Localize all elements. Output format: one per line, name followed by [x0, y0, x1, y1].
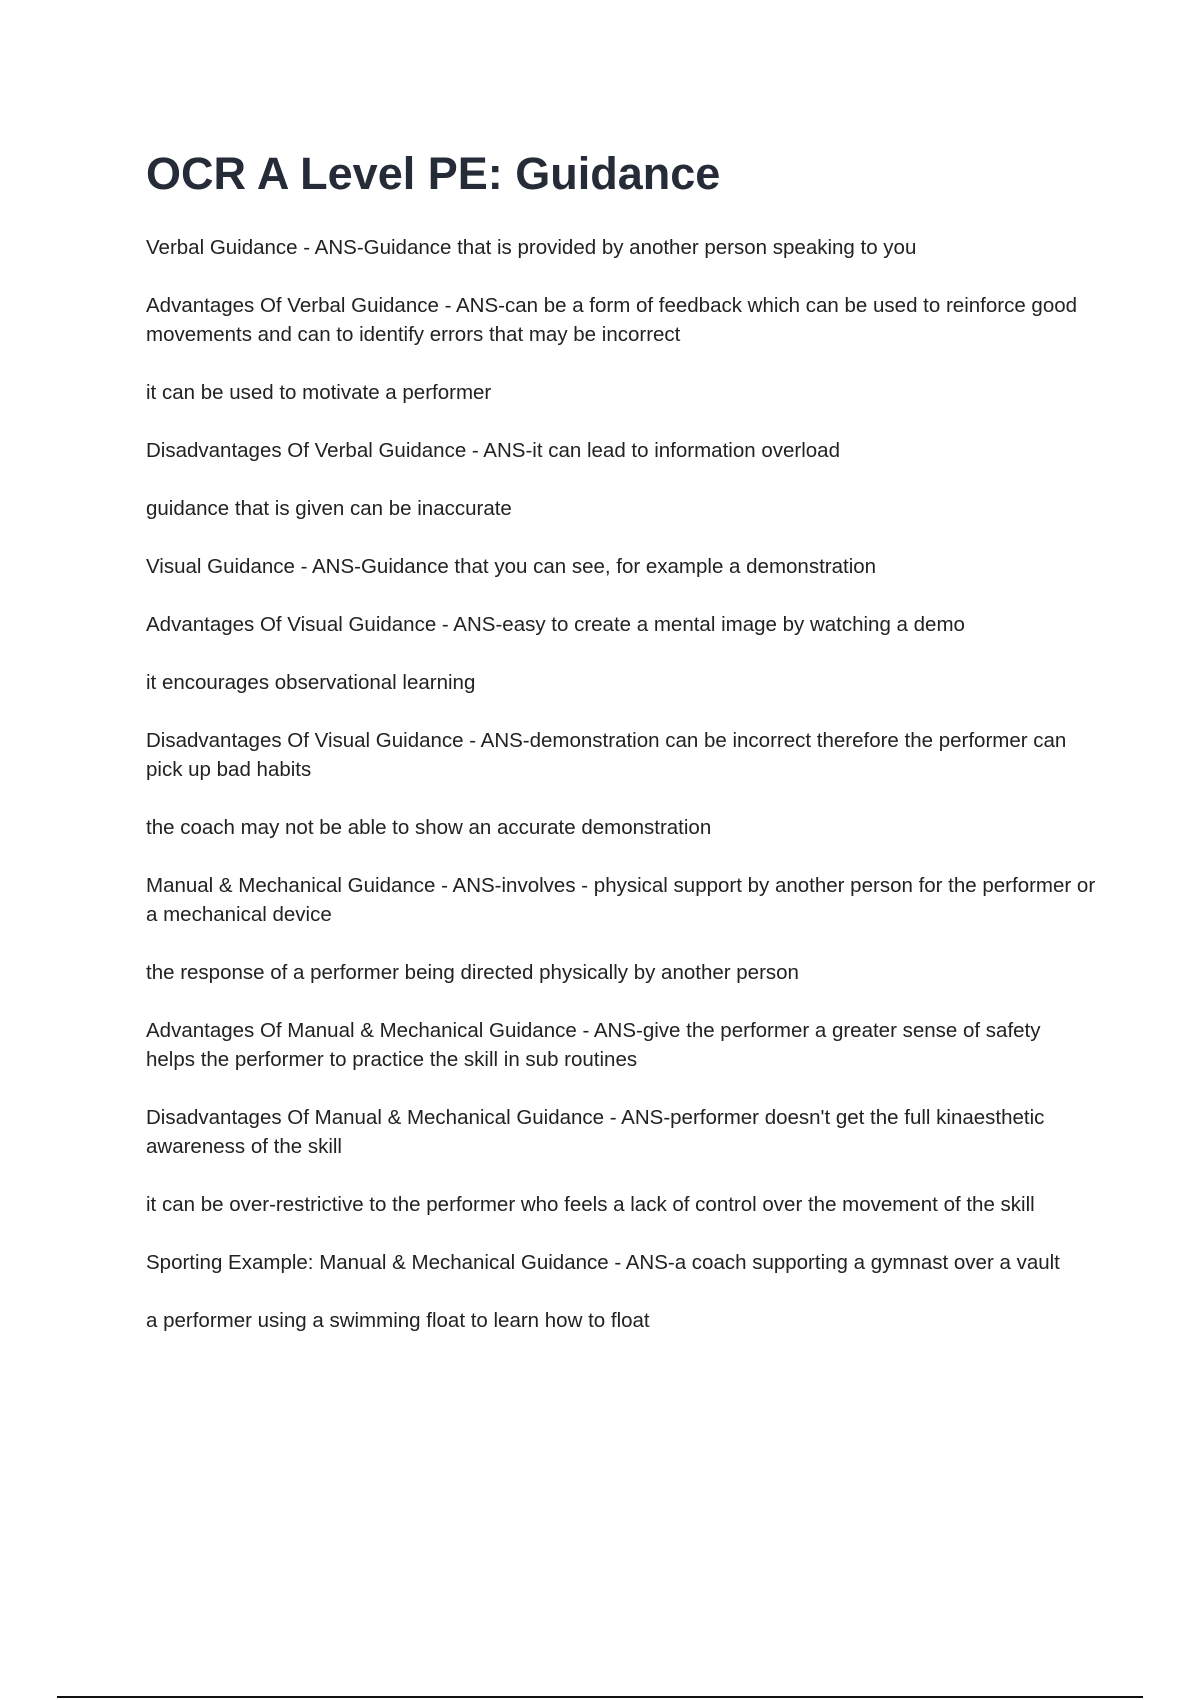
entry: Disadvantages Of Visual Guidance - ANS-demonstration can be incorrect therefore the performer can pick up bad habits: [146, 729, 1067, 781]
entry: it can be over-restrictive to the performer who feels a lack of control over the movement of the skill: [146, 1193, 1035, 1216]
entry: it can be used to motivate a performer: [146, 381, 492, 404]
document-title: OCR A Level PE: Guidance: [146, 148, 721, 199]
entry: Visual Guidance - ANS-Guidance that you can see, for example a demonstration: [146, 555, 877, 578]
entry: guidance that is given can be inaccurate: [146, 497, 512, 520]
entry: Disadvantages Of Manual & Mechanical Guidance - ANS-performer doesn't get the full kinaesthetic awareness of the skill: [146, 1106, 1045, 1158]
entry: the response of a performer being directed physically by another person: [146, 961, 799, 984]
document-page: [146, 148, 1096, 1364]
entry: Sporting Example: Manual & Mechanical Guidance - ANS-a coach supporting a gymnast over a vault: [146, 1251, 1060, 1274]
entry: it encourages observational learning: [146, 671, 476, 694]
entry: Disadvantages Of Verbal Guidance - ANS-it can lead to information overload: [146, 439, 840, 462]
entry: the coach may not be able to show an accurate demonstration: [146, 816, 712, 839]
entry: Advantages Of Verbal Guidance - ANS-can be a form of feedback which can be used to reinforce good movements and can to identify errors that may be incorrect: [146, 294, 1078, 346]
entry: Advantages Of Visual Guidance - ANS-easy to create a mental image by watching a demo: [146, 613, 965, 636]
entry: Advantages Of Manual & Mechanical Guidance - ANS-give the performer a greater sense of safety helps the performer to practice the skill in sub routines: [146, 1019, 1041, 1071]
entry-list: [146, 233, 1096, 1335]
entry: a performer using a swimming float to learn how to float: [146, 1309, 650, 1332]
entry: Verbal Guidance - ANS-Guidance that is provided by another person speaking to you: [146, 236, 917, 259]
entry: Manual & Mechanical Guidance - ANS-involves - physical support by another person for the performer or a mechanical device: [146, 874, 1096, 926]
footer-divider: [57, 1696, 1143, 1698]
